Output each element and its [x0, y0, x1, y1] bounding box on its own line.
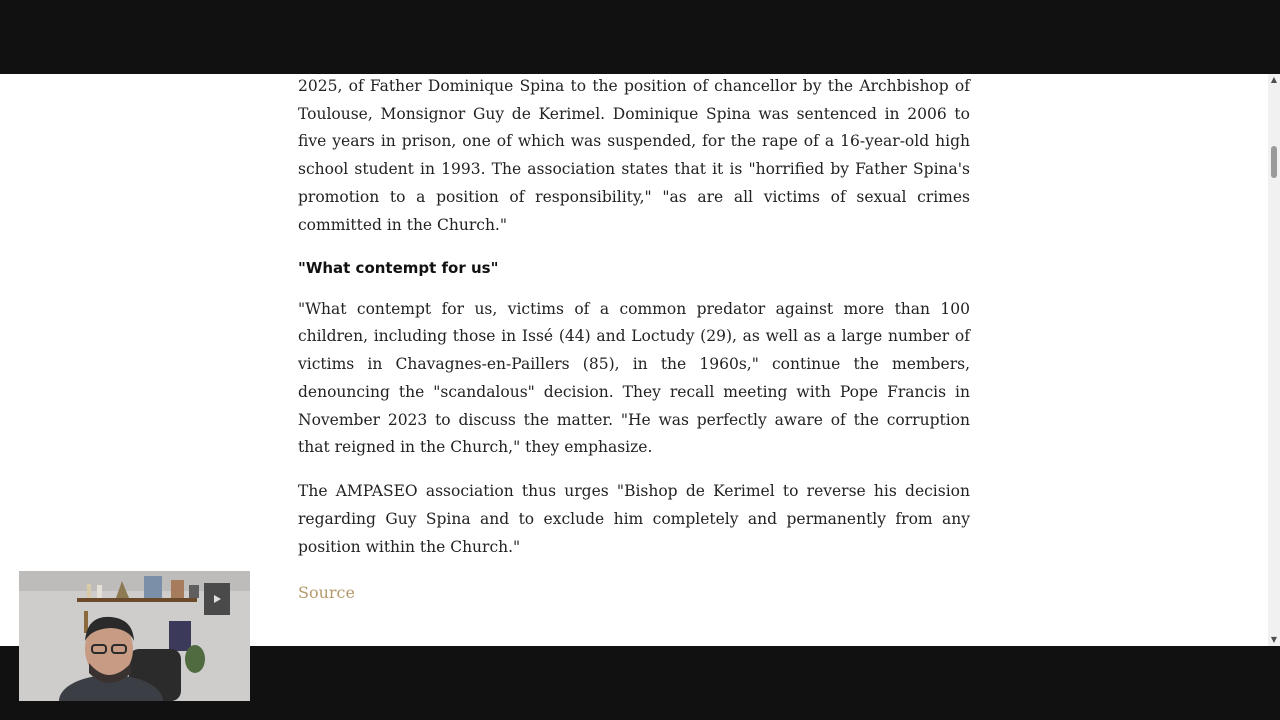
article-subheading: "What contempt for us"	[298, 258, 499, 277]
web-page	[0, 74, 1268, 646]
article-paragraph: 2025, of Father Dominique Spina to the position of chancellor by the Archbishop of Toulouse, Monsignor Guy de Kerimel. Dominique Spina was sentenced in 2006 to five years in prison, one of which was suspended, for the rape of a 16-year-old high school student in 1993. The association states that it is "horrified by Father Spina's promotion to a position of responsibility," "as are all victims of sexual crimes committed in the Church."	[298, 77, 970, 234]
scroll-up-arrow-icon[interactable]: ▲	[1270, 75, 1278, 84]
webcam-image	[19, 571, 250, 701]
vertical-scrollbar[interactable]	[1268, 74, 1280, 646]
top-letterbox-bar	[0, 0, 1280, 74]
article-paragraph: The AMPASEO association thus urges "Bishop de Kerimel to reverse his decision regarding Guy Spina and to exclude him completely and permanently from any position within the Church."	[298, 482, 970, 556]
webcam-overlay	[19, 571, 250, 701]
source-link[interactable]: Source	[298, 583, 355, 603]
article-paragraph: "What contempt for us, victims of a common predator against more than 100 children, including those in Issé (44) and Loctudy (29), as well as a large number of victims in Chavagnes-en-Paillers (85), in the 1960s," continue the members, denouncing the "scandalous" decision. They recall meeting with Pope Francis in November 2023 to discuss the matter. "He was perfectly aware of the corruption that reigned in the Church," they emphasize.	[298, 299, 970, 457]
article-body	[298, 74, 970, 608]
scrollbar-thumb[interactable]	[1271, 146, 1277, 178]
scroll-down-arrow-icon[interactable]: ▼	[1270, 635, 1278, 644]
